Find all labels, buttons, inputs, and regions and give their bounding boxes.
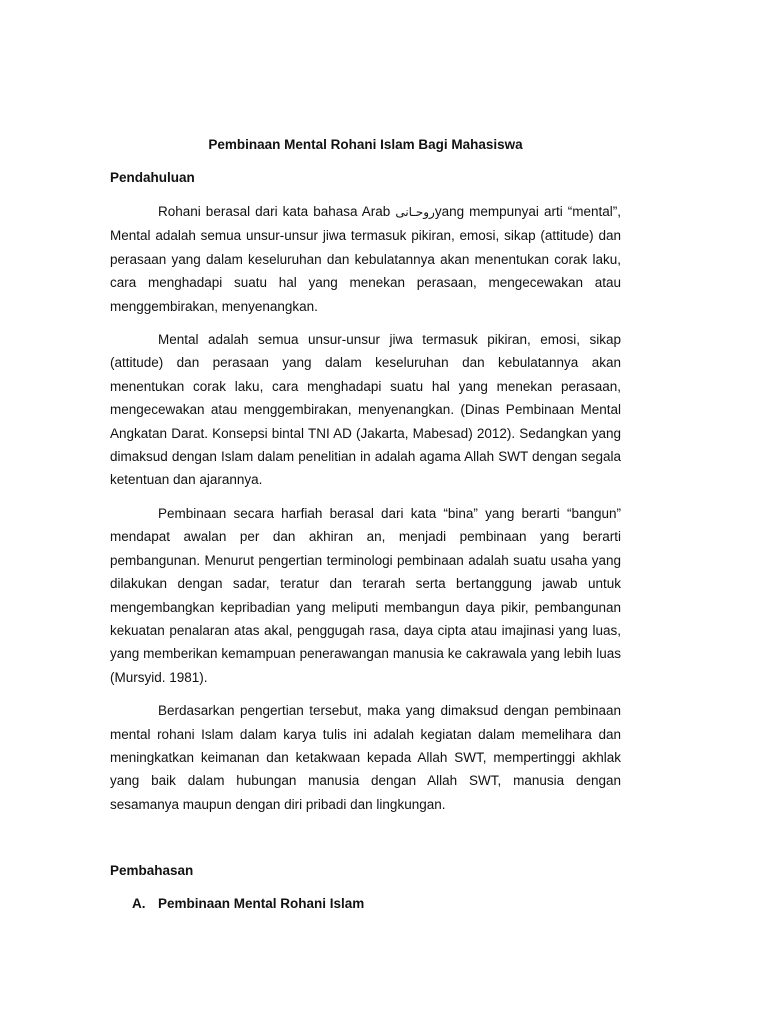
intro-heading: Pendahuluan xyxy=(110,170,195,185)
paragraph-3: Pembinaan secara harfiah berasal dari kata “bina” yang berarti “bangun” mendapat awalan per dan akhiran an, menjadi pembinaan yang berarti pembangunan. Menurut pengertian terminologi pembinaan adalah suatu usaha yang dilakukan dengan sadar, teratur dan terarah serta bertanggung jawab untuk mengembangkan kepribadian yang meliputi membangun daya pikir, pembangunan kekuatan penalaran atas akal, penggugah rasa, daya cipta atau imajinasi yang luas, yang memberikan kemampuan penerawangan manusia ke cakrawala yang lebih luas (Mursyid. 1981). xyxy=(110,505,621,685)
paragraph-1-start: Rohani berasal dari kata bahasa Arab xyxy=(158,204,396,219)
paragraph-4: Berdasarkan pengertian tersebut, maka yang dimaksud dengan pembinaan mental rohani Islam dalam karya tulis ini adalah kegiatan dalam memelihara dan meningkatkan keimanan dan ketakwaan kepada Allah SWT, mempertinggi akhlak yang baik dalam hubungan manusia dengan Allah SWT, manusia dengan sesamanya maupun dengan diri pribadi dan lingkungan. xyxy=(110,703,621,812)
section-spacer xyxy=(110,826,621,860)
arabic-word: روحـانى xyxy=(395,205,435,219)
subsection-title: Pembinaan Mental Rohani Islam xyxy=(158,896,365,912)
document-title: Pembinaan Mental Rohani Islam Bagi Mahasiswa xyxy=(208,137,523,152)
subsection-heading xyxy=(132,893,621,915)
subsection-marker: A. xyxy=(132,896,146,912)
discussion-heading: Pembahasan xyxy=(110,863,194,879)
paragraph-1 xyxy=(110,200,621,318)
paragraph-2: Mental adalah semua unsur-unsur jiwa termasuk pikiran, emosi, sikap (attitude) dan perasaan yang dalam keseluruhan dan kebulatannya akan menentukan corak laku, cara menghadapi suatu hal yang menekan perasaan, mengecewakan atau menggembirakan, menyenangkan. (Dinas Pembinaan Mental Angkatan Darat. Konsepsi bintal TNI AD (Jakarta, Mabesad) 2012). Sedangkan yang dimaksud dengan Islam dalam penelitian in adalah agama Allah SWT dengan segala ketentuan dan ajarannya. xyxy=(110,332,621,488)
document-page xyxy=(110,134,621,915)
paragraph-1-rest: yang mempunyai arti “mental”, Mental adalah semua unsur-unsur jiwa termasuk pikiran, emosi, sikap (attitude) dan perasaan yang dalam keseluruhan dan kebulatannya akan menentukan corak laku, cara menghadapi suatu hal yang menekan perasaan, mengecewakan atau menggembirakan, menyenangkan. xyxy=(110,204,621,314)
